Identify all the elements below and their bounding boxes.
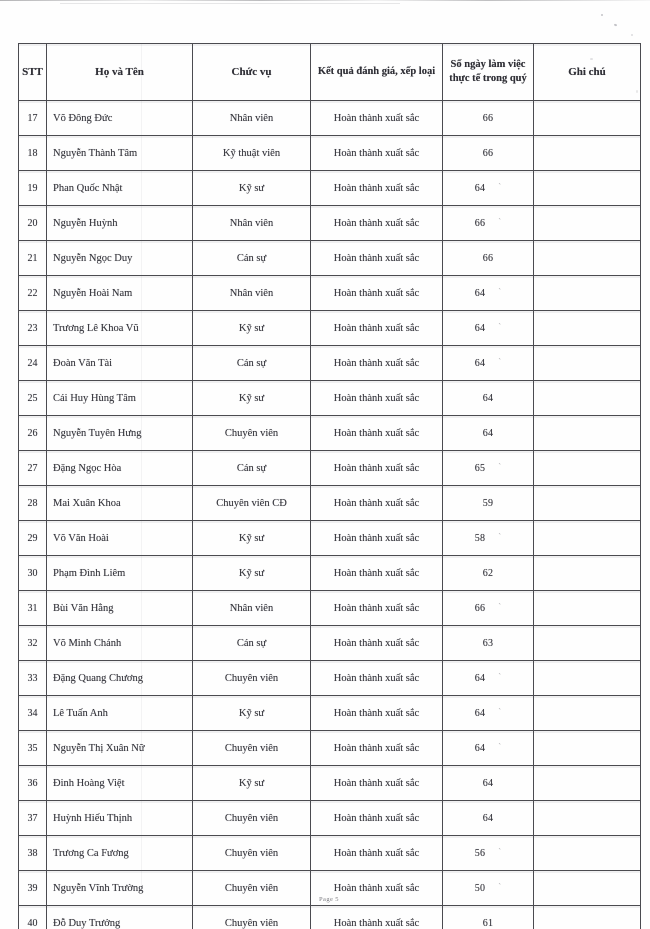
row-index-cell: 39	[19, 871, 47, 906]
table-row	[19, 171, 641, 206]
working-days-cell: 56 ˋ	[443, 836, 534, 871]
position-cell: Chuyên viên	[193, 416, 311, 451]
position-cell: Chuyên viên	[193, 801, 311, 836]
position-cell: Chuyên viên	[193, 661, 311, 696]
table-row	[19, 311, 641, 346]
row-index-cell: 23	[19, 311, 47, 346]
result-cell: Hoàn thành xuất sắc	[311, 171, 443, 206]
result-cell: Hoàn thành xuất sắc	[311, 451, 443, 486]
working-days-cell: 64 ˋ	[443, 276, 534, 311]
employee-name-cell: Cái Huy Hùng Tâm	[47, 381, 193, 416]
result-cell: Hoàn thành xuất sắc	[311, 416, 443, 451]
working-days-cell: 64	[443, 766, 534, 801]
working-days-cell: 64 ˋ	[443, 696, 534, 731]
working-days-cell: 50 ˋ	[443, 871, 534, 906]
result-cell: Hoàn thành xuất sắc	[311, 766, 443, 801]
note-cell	[534, 241, 641, 276]
employee-name-cell: Nguyễn Ngọc Duy	[47, 241, 193, 276]
row-index-cell: 32	[19, 626, 47, 661]
position-cell: Cán sự	[193, 241, 311, 276]
note-cell	[534, 311, 641, 346]
result-cell: Hoàn thành xuất sắc	[311, 626, 443, 661]
row-index-cell: 26	[19, 416, 47, 451]
position-cell: Chuyên viên	[193, 836, 311, 871]
table-row	[19, 766, 641, 801]
employee-name-cell: Nguyễn Thành Tâm	[47, 136, 193, 171]
employee-name-cell: Nguyễn Tuyên Hưng	[47, 416, 193, 451]
position-cell: Nhân viên	[193, 206, 311, 241]
row-index-cell: 28	[19, 486, 47, 521]
row-index-cell: 33	[19, 661, 47, 696]
row-index-cell: 36	[19, 766, 47, 801]
result-cell: Hoàn thành xuất sắc	[311, 486, 443, 521]
note-cell	[534, 766, 641, 801]
row-index-cell: 29	[19, 521, 47, 556]
table-body	[19, 101, 641, 929]
result-cell: Hoàn thành xuất sắc	[311, 906, 443, 929]
table-row	[19, 486, 641, 521]
note-cell	[534, 451, 641, 486]
working-days-cell: 66 ˋ	[443, 591, 534, 626]
working-days-cell: 64	[443, 416, 534, 451]
row-index-cell: 24	[19, 346, 47, 381]
header-result: Kết quả đánh giá, xếp loại	[311, 44, 443, 101]
working-days-cell: 66	[443, 101, 534, 136]
table-row	[19, 416, 641, 451]
result-cell: Hoàn thành xuất sắc	[311, 101, 443, 136]
result-cell: Hoàn thành xuất sắc	[311, 241, 443, 276]
row-index-cell: 31	[19, 591, 47, 626]
employee-name-cell: Đặng Ngọc Hòa	[47, 451, 193, 486]
position-cell: Kỹ sư	[193, 556, 311, 591]
working-days-cell: 64 ˋ	[443, 311, 534, 346]
position-cell: Chuyên viên	[193, 906, 311, 929]
row-index-cell: 20	[19, 206, 47, 241]
row-index-cell: 27	[19, 451, 47, 486]
result-cell: Hoàn thành xuất sắc	[311, 311, 443, 346]
working-days-cell: 66	[443, 136, 534, 171]
result-cell: Hoàn thành xuất sắc	[311, 206, 443, 241]
table-row	[19, 521, 641, 556]
table-row	[19, 101, 641, 136]
working-days-cell: 64	[443, 801, 534, 836]
table-row	[19, 276, 641, 311]
table-row	[19, 136, 641, 171]
scan-speck	[601, 14, 603, 16]
note-cell	[534, 381, 641, 416]
table-row	[19, 801, 641, 836]
row-index-cell: 17	[19, 101, 47, 136]
note-cell	[534, 416, 641, 451]
note-cell	[534, 521, 641, 556]
position-cell: Kỹ sư	[193, 311, 311, 346]
result-cell: Hoàn thành xuất sắc	[311, 381, 443, 416]
result-cell: Hoàn thành xuất sắc	[311, 731, 443, 766]
position-cell: Nhân viên	[193, 276, 311, 311]
employee-name-cell: Nguyễn Thị Xuân Nữ	[47, 731, 193, 766]
row-index-cell: 34	[19, 696, 47, 731]
working-days-cell: 61	[443, 906, 534, 929]
note-cell	[534, 276, 641, 311]
note-cell	[534, 696, 641, 731]
table-row	[19, 346, 641, 381]
working-days-cell: 64 ˋ	[443, 346, 534, 381]
result-cell: Hoàn thành xuất sắc	[311, 556, 443, 591]
working-days-cell: 66 ˋ	[443, 206, 534, 241]
table-row	[19, 381, 641, 416]
position-cell: Cán sự	[193, 626, 311, 661]
employee-name-cell: Trương Ca Fương	[47, 836, 193, 871]
note-cell	[534, 591, 641, 626]
page-footer: Page 5	[319, 896, 339, 903]
table-header-row	[19, 44, 641, 101]
note-cell	[534, 171, 641, 206]
row-index-cell: 22	[19, 276, 47, 311]
working-days-cell: 63	[443, 626, 534, 661]
note-cell	[534, 556, 641, 591]
position-cell: Kỹ thuật viên	[193, 136, 311, 171]
header-days: Số ngày làm việc thực tế trong quý	[443, 44, 534, 101]
table-header	[19, 44, 641, 101]
employee-name-cell: Võ Minh Chánh	[47, 626, 193, 661]
table-row	[19, 626, 641, 661]
position-cell: Chuyên viên CĐ	[193, 486, 311, 521]
table-row	[19, 591, 641, 626]
employee-name-cell: Đinh Hoàng Việt	[47, 766, 193, 801]
table-row	[19, 451, 641, 486]
position-cell: Nhân viên	[193, 591, 311, 626]
header-position: Chức vụ	[193, 44, 311, 101]
employee-name-cell: Võ Đông Đức	[47, 101, 193, 136]
note-cell	[534, 626, 641, 661]
employee-name-cell: Trương Lê Khoa Vũ	[47, 311, 193, 346]
position-cell: Chuyên viên	[193, 731, 311, 766]
position-cell: Kỹ sư	[193, 766, 311, 801]
result-cell: Hoàn thành xuất sắc	[311, 136, 443, 171]
result-cell: Hoàn thành xuất sắc	[311, 661, 443, 696]
employee-name-cell: Bùi Văn Hằng	[47, 591, 193, 626]
row-index-cell: 19	[19, 171, 47, 206]
header-note: Ghi chú	[534, 44, 641, 101]
working-days-cell: 58 ˋ	[443, 521, 534, 556]
note-cell	[534, 836, 641, 871]
employee-name-cell: Phạm Đình Liêm	[47, 556, 193, 591]
position-cell: Kỹ sư	[193, 521, 311, 556]
scan-artifact-top-line	[0, 0, 650, 1]
employee-name-cell: Đỗ Duy Trưởng	[47, 906, 193, 929]
result-cell: Hoàn thành xuất sắc	[311, 836, 443, 871]
position-cell: Kỹ sư	[193, 696, 311, 731]
result-cell: Hoàn thành xuất sắc	[311, 521, 443, 556]
note-cell	[534, 101, 641, 136]
row-index-cell: 35	[19, 731, 47, 766]
row-index-cell: 30	[19, 556, 47, 591]
note-cell	[534, 801, 641, 836]
working-days-cell: 64	[443, 381, 534, 416]
result-cell: Hoàn thành xuất sắc	[311, 871, 443, 906]
employee-name-cell: Đặng Quang Chương	[47, 661, 193, 696]
row-index-cell: 37	[19, 801, 47, 836]
row-index-cell: 25	[19, 381, 47, 416]
table-row	[19, 206, 641, 241]
position-cell: Kỹ sư	[193, 381, 311, 416]
working-days-cell: 66	[443, 241, 534, 276]
position-cell: Kỹ sư	[193, 171, 311, 206]
employee-name-cell: Nguyễn Huỳnh	[47, 206, 193, 241]
table-row	[19, 906, 641, 929]
note-cell	[534, 206, 641, 241]
employee-name-cell: Đoàn Văn Tài	[47, 346, 193, 381]
working-days-cell: 65 ˋ	[443, 451, 534, 486]
working-days-cell: 62	[443, 556, 534, 591]
employee-name-cell: Mai Xuân Khoa	[47, 486, 193, 521]
employee-name-cell: Nguyễn Hoài Nam	[47, 276, 193, 311]
position-cell: Chuyên viên	[193, 871, 311, 906]
table-row	[19, 241, 641, 276]
header-name: Họ và Tên	[47, 44, 193, 101]
table-row	[19, 661, 641, 696]
position-cell: Nhân viên	[193, 101, 311, 136]
result-cell: Hoàn thành xuất sắc	[311, 591, 443, 626]
note-cell	[534, 486, 641, 521]
position-cell: Cán sự	[193, 346, 311, 381]
employee-name-cell: Lê Tuấn Anh	[47, 696, 193, 731]
employee-name-cell: Nguyễn Vĩnh Trường	[47, 871, 193, 906]
row-index-cell: 38	[19, 836, 47, 871]
header-stt: STT	[19, 44, 47, 101]
scan-speck	[614, 24, 618, 27]
scan-artifact-top-line-2	[60, 3, 400, 4]
note-cell	[534, 906, 641, 929]
working-days-cell: 64 ˋ	[443, 661, 534, 696]
result-cell: Hoàn thành xuất sắc	[311, 276, 443, 311]
note-cell	[534, 346, 641, 381]
working-days-cell: 59	[443, 486, 534, 521]
employee-name-cell: Võ Văn Hoài	[47, 521, 193, 556]
note-cell	[534, 136, 641, 171]
result-cell: Hoàn thành xuất sắc	[311, 696, 443, 731]
row-index-cell: 21	[19, 241, 47, 276]
table-row	[19, 836, 641, 871]
working-days-cell: 64 ˋ	[443, 171, 534, 206]
table-row	[19, 731, 641, 766]
evaluation-table	[18, 43, 641, 929]
result-cell: Hoàn thành xuất sắc	[311, 346, 443, 381]
note-cell	[534, 731, 641, 766]
table-row	[19, 556, 641, 591]
position-cell: Cán sự	[193, 451, 311, 486]
result-cell: Hoàn thành xuất sắc	[311, 801, 443, 836]
row-index-cell: 40	[19, 906, 47, 929]
row-index-cell: 18	[19, 136, 47, 171]
scan-speck	[631, 34, 633, 36]
note-cell	[534, 661, 641, 696]
table-row	[19, 696, 641, 731]
working-days-cell: 64 ˋ	[443, 731, 534, 766]
employee-name-cell: Phan Quốc Nhật	[47, 171, 193, 206]
employee-name-cell: Huỳnh Hiếu Thịnh	[47, 801, 193, 836]
